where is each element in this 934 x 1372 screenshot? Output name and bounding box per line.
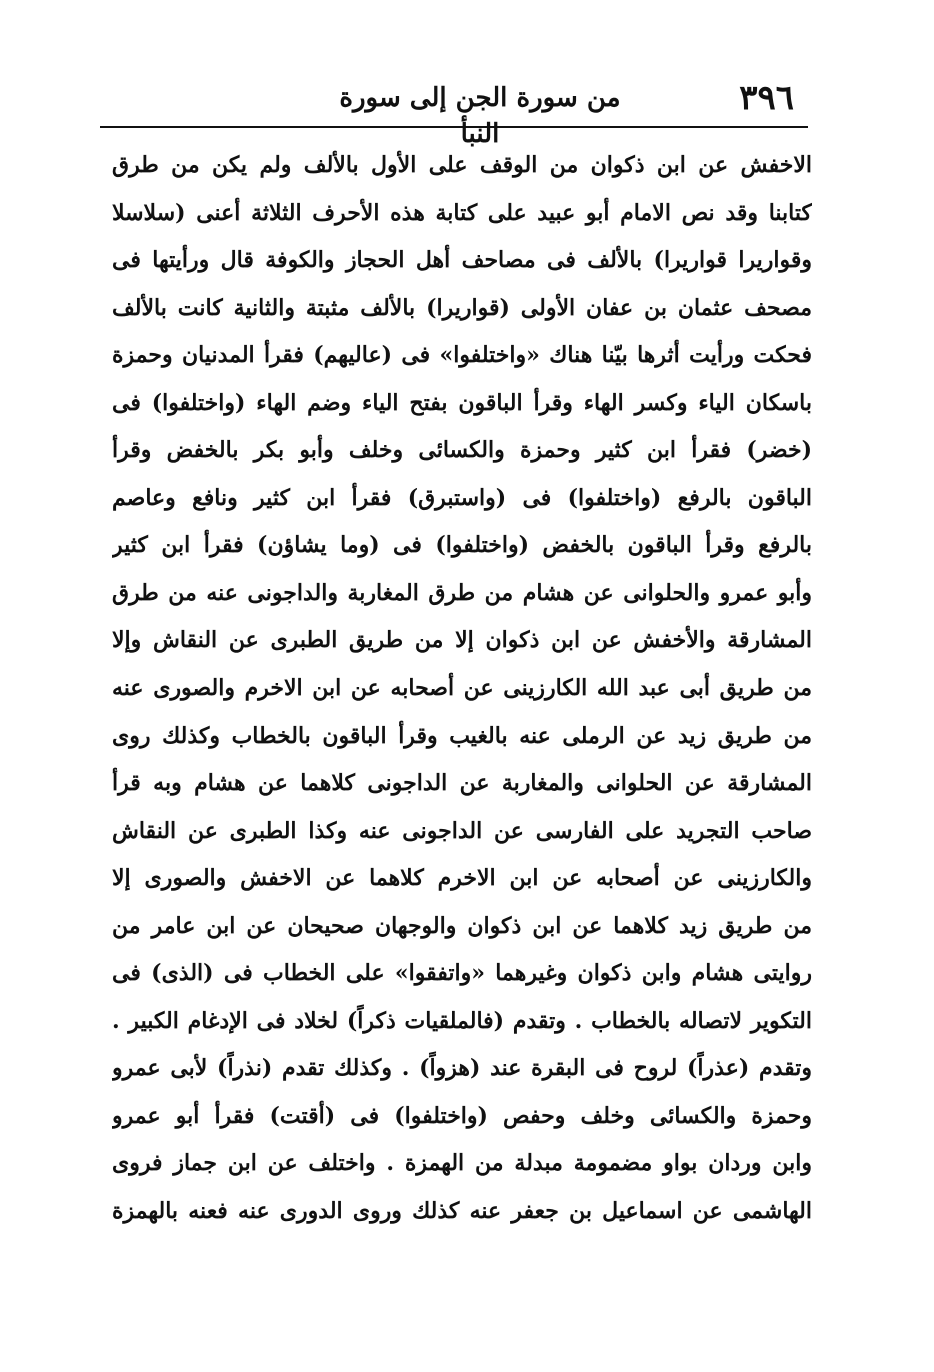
text-line: من طريق زيد عن الرملى عنه بالغيب وقرأ الباقون بالخطاب وكذلك روى	[112, 722, 812, 749]
text-line: وحمزة والكسائى وخلف وحفص (واختلفوا) فى (أقتت) فقرأ أبو عمرو	[112, 1102, 812, 1129]
text-line: المشارقة عن الحلوانى والمغاربة عن الداجونى كلاهما عن هشام وبه قرأ	[112, 770, 812, 797]
text-line: الباقون بالرفع (واختلفوا) فى (واستبرق) فقرأ ابن كثير ونافع وعاصم	[112, 484, 812, 511]
text-line: التكوير لاتصاله بالخطاب . وتقدم (فالملقيات ذكراً) لخلاد فى الإدغام الكبير .	[112, 1007, 812, 1034]
text-line: المشارقة والأخفش عن ابن ذكوان إلا من طريق الطبرى عن النقاش وإلا	[112, 627, 812, 654]
text-line: الهاشمى عن اسماعيل بن جعفر عنه كذلك وروى الدورى عنه فعنه بالهمزة	[112, 1198, 812, 1225]
text-line: صاحب التجريد على الفارسى عن الداجونى عنه وكذا الطبرى عن النقاش	[112, 817, 812, 844]
text-line: بالرفع وقرأ الباقون بالخفض (واختلفوا) فى (وما يشاؤن) فقرأ ابن كثير	[112, 532, 812, 559]
text-line: وقواريرا قواريرا) بالألف فى مصاحف أهل الحجاز والكوفة قال ورأيتها فى	[112, 247, 812, 274]
text-line: وأبو عمرو والحلوانى عن هشام من طرق المغاربة والداجونى عنه من طرق	[112, 579, 812, 606]
header-rule	[100, 126, 808, 128]
text-line: من طريق زيد كلاهما عن ابن ذكوان والوجهان صحيحان عن ابن عامر من	[112, 912, 812, 939]
text-line: (خضر) فقرأ ابن كثير وحمزة والكسائى وخلف وأبو بكر بالخفض وقرأ	[112, 437, 812, 464]
text-line: باسكان الياء وكسر الهاء وقرأ الباقون بفتح الياء وضم الهاء (واختلفوا) فى	[112, 389, 812, 416]
body-text	[112, 142, 812, 1236]
text-line: والكارزينى عن أصحابه عن ابن الاخرم كلاهما عن الاخفش والصورى إلا	[112, 865, 812, 892]
running-title: من سورة الجن إلى سورة النبأ	[339, 83, 621, 149]
text-line: فحكت ورأيت أثرها بيّنا هناك «واختلفوا» فى (عاليهم) فقرأ المدنيان وحمزة	[112, 342, 812, 369]
text-line: وابن وردان بواو مضمومة مبدلة من الهمزة . واختلف عن ابن جماز فروى	[112, 1150, 812, 1177]
text-line: روايتى هشام وابن ذكوان وغيرهما «واتفقوا» على الخطاب فى (الذى) فى	[112, 960, 812, 987]
text-line: وتقدم (عذراً) لروح فى البقرة عند (هزواً) . وكذلك تقدم (نذراً) لأبى عمرو	[112, 1055, 812, 1082]
page-number: ٣٩٦	[739, 78, 794, 118]
text-line: من طريق أبى عبد الله الكارزينى عن أصحابه عن ابن الاخرم والصورى عنه	[112, 675, 812, 702]
text-line: الاخفش عن ابن ذكوان من الوقف على الأول بالألف ولم يكن من طرق	[112, 152, 812, 178]
text-line: مصحف عثمان بن عفان الأولى (قواريرا) بالألف مثبتة والثانية كانت بالألف	[112, 294, 812, 321]
text-line: كتابنا وقد نص الامام أبو عبيد على كتابة هذه الأحرف الثلاثة أعنى (سلاسلا	[112, 199, 812, 226]
